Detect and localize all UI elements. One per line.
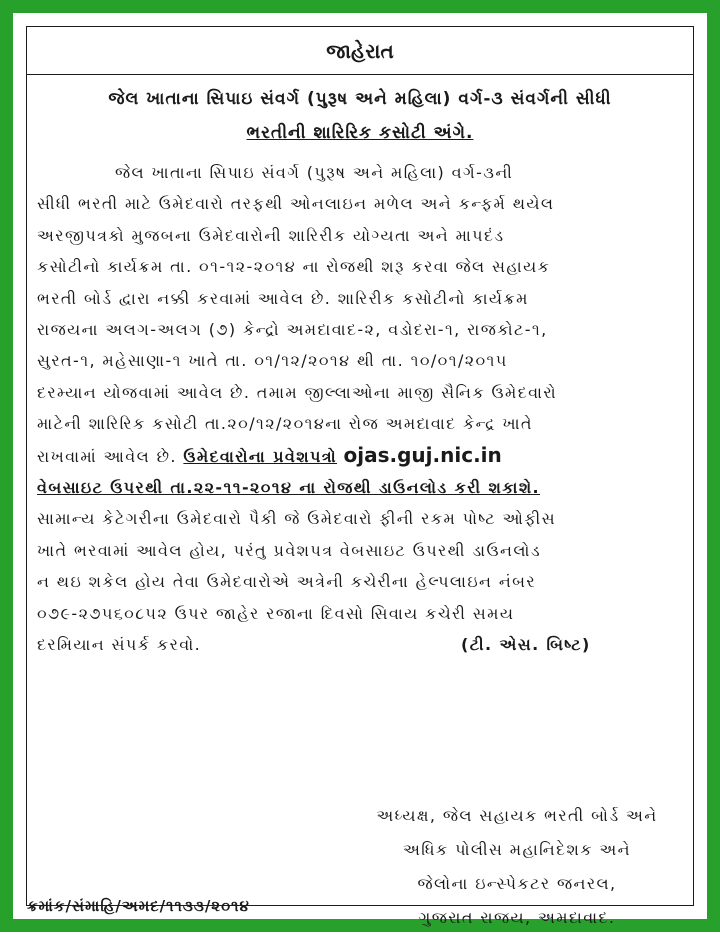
subject-line-1: જેલ ખાતાના સિપાઇ સંવર્ગ (પુરૂષ અને મહિલા) વર્ગ-૩ સંવર્ગની સીધી [108, 89, 612, 109]
signatory-designation [337, 799, 697, 935]
notice-body [37, 157, 683, 661]
body-line: રાજયના અલગ-અલગ (૭) કેન્દ્રો અમદાવાદ-૨, વડોદરા-૧, રાજકોટ-૧, [37, 320, 548, 340]
body-line: સુરત-૧, મહેસાણા-૧ ખાતે તા. ૦૧/૧૨/૨૦૧૪ થી તા. ૧૦/૦૧/૨૦૧૫ [37, 351, 508, 371]
body-line: જેલ ખાતાના સિપાઇ સંવર્ગ (પુરૂષ અને મહિલા) વર્ગ-૩ની [115, 163, 514, 182]
subject-line-2: ભરતીની શારિરિક કસોટી અંગે. [246, 123, 474, 143]
body-line: ભરતી બોર્ડ દ્વારા નક્કી કરવામાં આવેલ છે. શારિરીક કસોટીનો કાર્યક્રમ [37, 288, 529, 308]
contact-text: દરમિયાન સંપર્ક કરવો. [37, 635, 202, 655]
website-link[interactable]: ojas.guj.nic.in [343, 442, 502, 467]
reference-number: ક્રમાંક/સંમાહિ/અમદ/૧૧૩૩/૨૦૧૪ [27, 897, 250, 915]
body-line: ન થઇ શકેલ હોય તેવા ઉમેદવારોએ અત્રેની કચેરીના હેલ્પલાઇન નંબર [37, 572, 537, 592]
body-line: માટેની શારિરિક કસોટી તા.૨૦/૧૨/૨૦૧૪ના રોજ અમદાવાદ કેન્દ્ર ખાતે [37, 414, 533, 434]
body-line: ૦૭૯-૨૭૫૬૦૮૫૨ ઉપર જાહેર રજાના દિવસો સિવાય કચેરી સમય [37, 603, 515, 623]
heading-divider [27, 74, 693, 75]
download-date-line: વેબસાઇટ ઉપરથી તા.૨૨-૧૧-૨૦૧૪ ના રોજથી ડાઉનલોડ કરી શકાશે. [37, 478, 541, 498]
body-line: સીધી ભરતી માટે ઉમેદવારો તરફથી ઓનલાઇન મળેલ અને કન્ફર્મ થયેલ [37, 194, 555, 214]
body-text: રાખવામાં આવેલ છે. [37, 446, 177, 466]
designation-line: અધ્યક્ષ, જેલ સહાયક ભરતી બોર્ડ અને [376, 806, 658, 825]
body-line: કસોટીનો કાર્યક્રમ તા. ૦૧-૧૨-૨૦૧૪ ના રોજથી શરૂ કરવા જેલ સહાયક [37, 257, 551, 277]
body-line: અરજીપત્રકો મુજબના ઉમેદવારોની શારિરીક યોગ્યતા અને માપદંડ [37, 225, 505, 245]
designation-line: ગુજરાત રાજય, અમદાવાદ. [418, 908, 616, 927]
body-line: દરમ્યાન યોજવામાં આવેલ છે. તમામ જીલ્લાઓના માજી સૈનિક ઉમેદવારો [37, 382, 558, 402]
notice-inner-border [26, 26, 694, 927]
notice-heading: જાહેરાત [326, 39, 394, 63]
signatory-name: (ટી. એસ. બિષ્ટ) [461, 635, 591, 655]
admit-card-text: ઉમેદવારોના પ્રવેશપત્રો [183, 446, 338, 466]
closing-line [37, 629, 683, 660]
body-line: ખાતે ભરવામાં આવેલ હોય, પરંતુ પ્રવેશપત્ર વેબસાઇટ ઉપરથી ડાઉનલોડ [37, 540, 541, 560]
designation-line: જેલોના ઇન્સ્પેકટર જનરલ, [417, 874, 617, 893]
notice-subject [27, 82, 693, 150]
designation-line: અધિક પોલીસ મહાનિદેશક અને [403, 840, 631, 859]
body-line: સામાન્ય કેટેગરીના ઉમેદવારો પૈકી જે ઉમેદવારો ફીની રકમ પોષ્ટ ઓફીસ [37, 509, 556, 529]
body-line-admit-card [37, 440, 683, 472]
